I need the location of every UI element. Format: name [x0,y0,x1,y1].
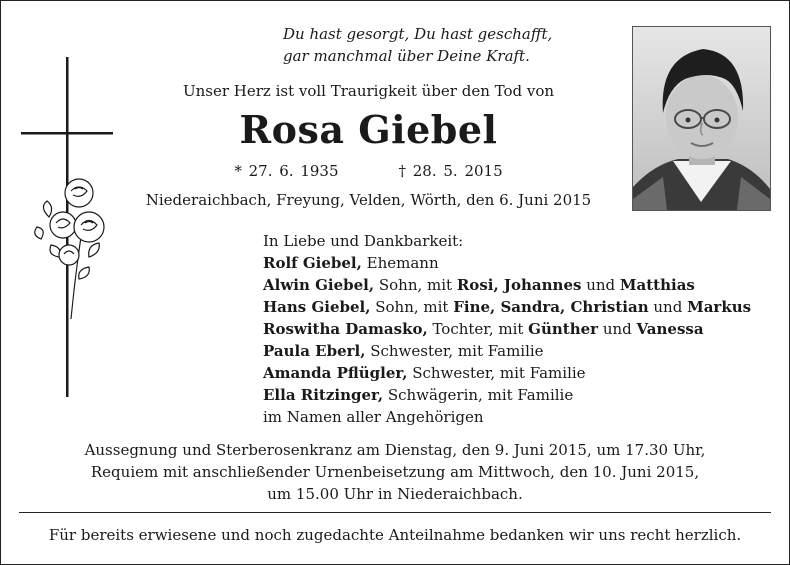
poem-line-1: Du hast gesorgt, Du hast geschafft, [283,25,553,43]
cross-with-roses-icon [19,57,119,397]
service-info [1,439,789,505]
mourner-line [263,252,751,274]
intro-text: Unser Herz ist voll Traurigkeit über den Tod von [182,82,555,100]
deceased-name: Rosa Giebel [239,107,498,152]
mourner-relation: im Namen aller Angehörigen [263,408,484,426]
mourner-line [263,318,751,340]
mourner-line [263,274,751,296]
mourner-name: Roswitha Damasko, [263,320,428,338]
thanks-text: Für bereits erwiesene und noch zugedachte Anteilnahme bedanken wir uns recht herzlich. [48,526,742,544]
mourner-name: Günther [528,320,599,338]
birth-date: * 27. 6. 1935 [234,162,339,180]
mourner-line [263,296,751,318]
poem-line-2: gar manchmal über Deine Kraft. [283,47,530,65]
mourner-line [263,384,751,406]
mourner-relation: und [648,298,688,316]
mourner-relation: Schwester, mit Familie [407,364,586,382]
mourners-heading: In Liebe und Dankbarkeit: [263,232,464,250]
mourner-name: Hans Giebel, [263,298,371,316]
mourner-name: Matthias [619,276,695,294]
mourner-relation: Sohn, mit [370,298,454,316]
mourner-name: Fine, Sandra, Christian [453,298,649,316]
mourner-relation: und [581,276,620,294]
mourner-name: Alwin Giebel, [263,276,375,294]
mourner-relation: Sohn, mit [374,276,457,294]
mourner-name: Rosi, Johannes [456,276,582,294]
mourner-relation: Ehemann [361,254,439,272]
portrait-photo [632,26,771,211]
mourner-line [263,362,751,384]
mourner-relation: Schwester, mit Familie [365,342,544,360]
mourner-name: Paula Eberl, [263,342,366,360]
service-line-1: Aussegnung und Sterberosenkranz am Dienstag, den 9. Juni 2015, um 17.30 Uhr, [84,441,706,459]
places-and-date: Niederaichbach, Freyung, Velden, Wörth, den 6. Juni 2015 [145,191,592,209]
service-line-3: um 15.00 Uhr in Niederaichbach. [267,485,523,503]
mourner-relation: und [598,320,637,338]
mourner-name: Markus [687,298,752,316]
mourner-relation: Tochter, mit [427,320,529,338]
mourner-name: Vanessa [636,320,704,338]
mourner-line [263,340,751,362]
mourner-relation: Schwägerin, mit Familie [383,386,574,404]
cross-illustration [19,57,119,397]
mourner-name: Amanda Pflügler, [263,364,408,382]
portrait-illustration [633,27,770,210]
divider [19,512,771,513]
mourner-name: Ella Ritzinger, [263,386,384,404]
service-line-2: Requiem mit anschließender Urnenbeisetzung am Mittwoch, den 10. Juni 2015, [90,463,700,481]
mourners-list [263,230,751,428]
mourner-line [263,406,751,428]
death-date: † 28. 5. 2015 [398,162,503,180]
poem [283,23,552,67]
mourner-name: Rolf Giebel, [263,254,362,272]
mourner-lines [263,252,751,428]
